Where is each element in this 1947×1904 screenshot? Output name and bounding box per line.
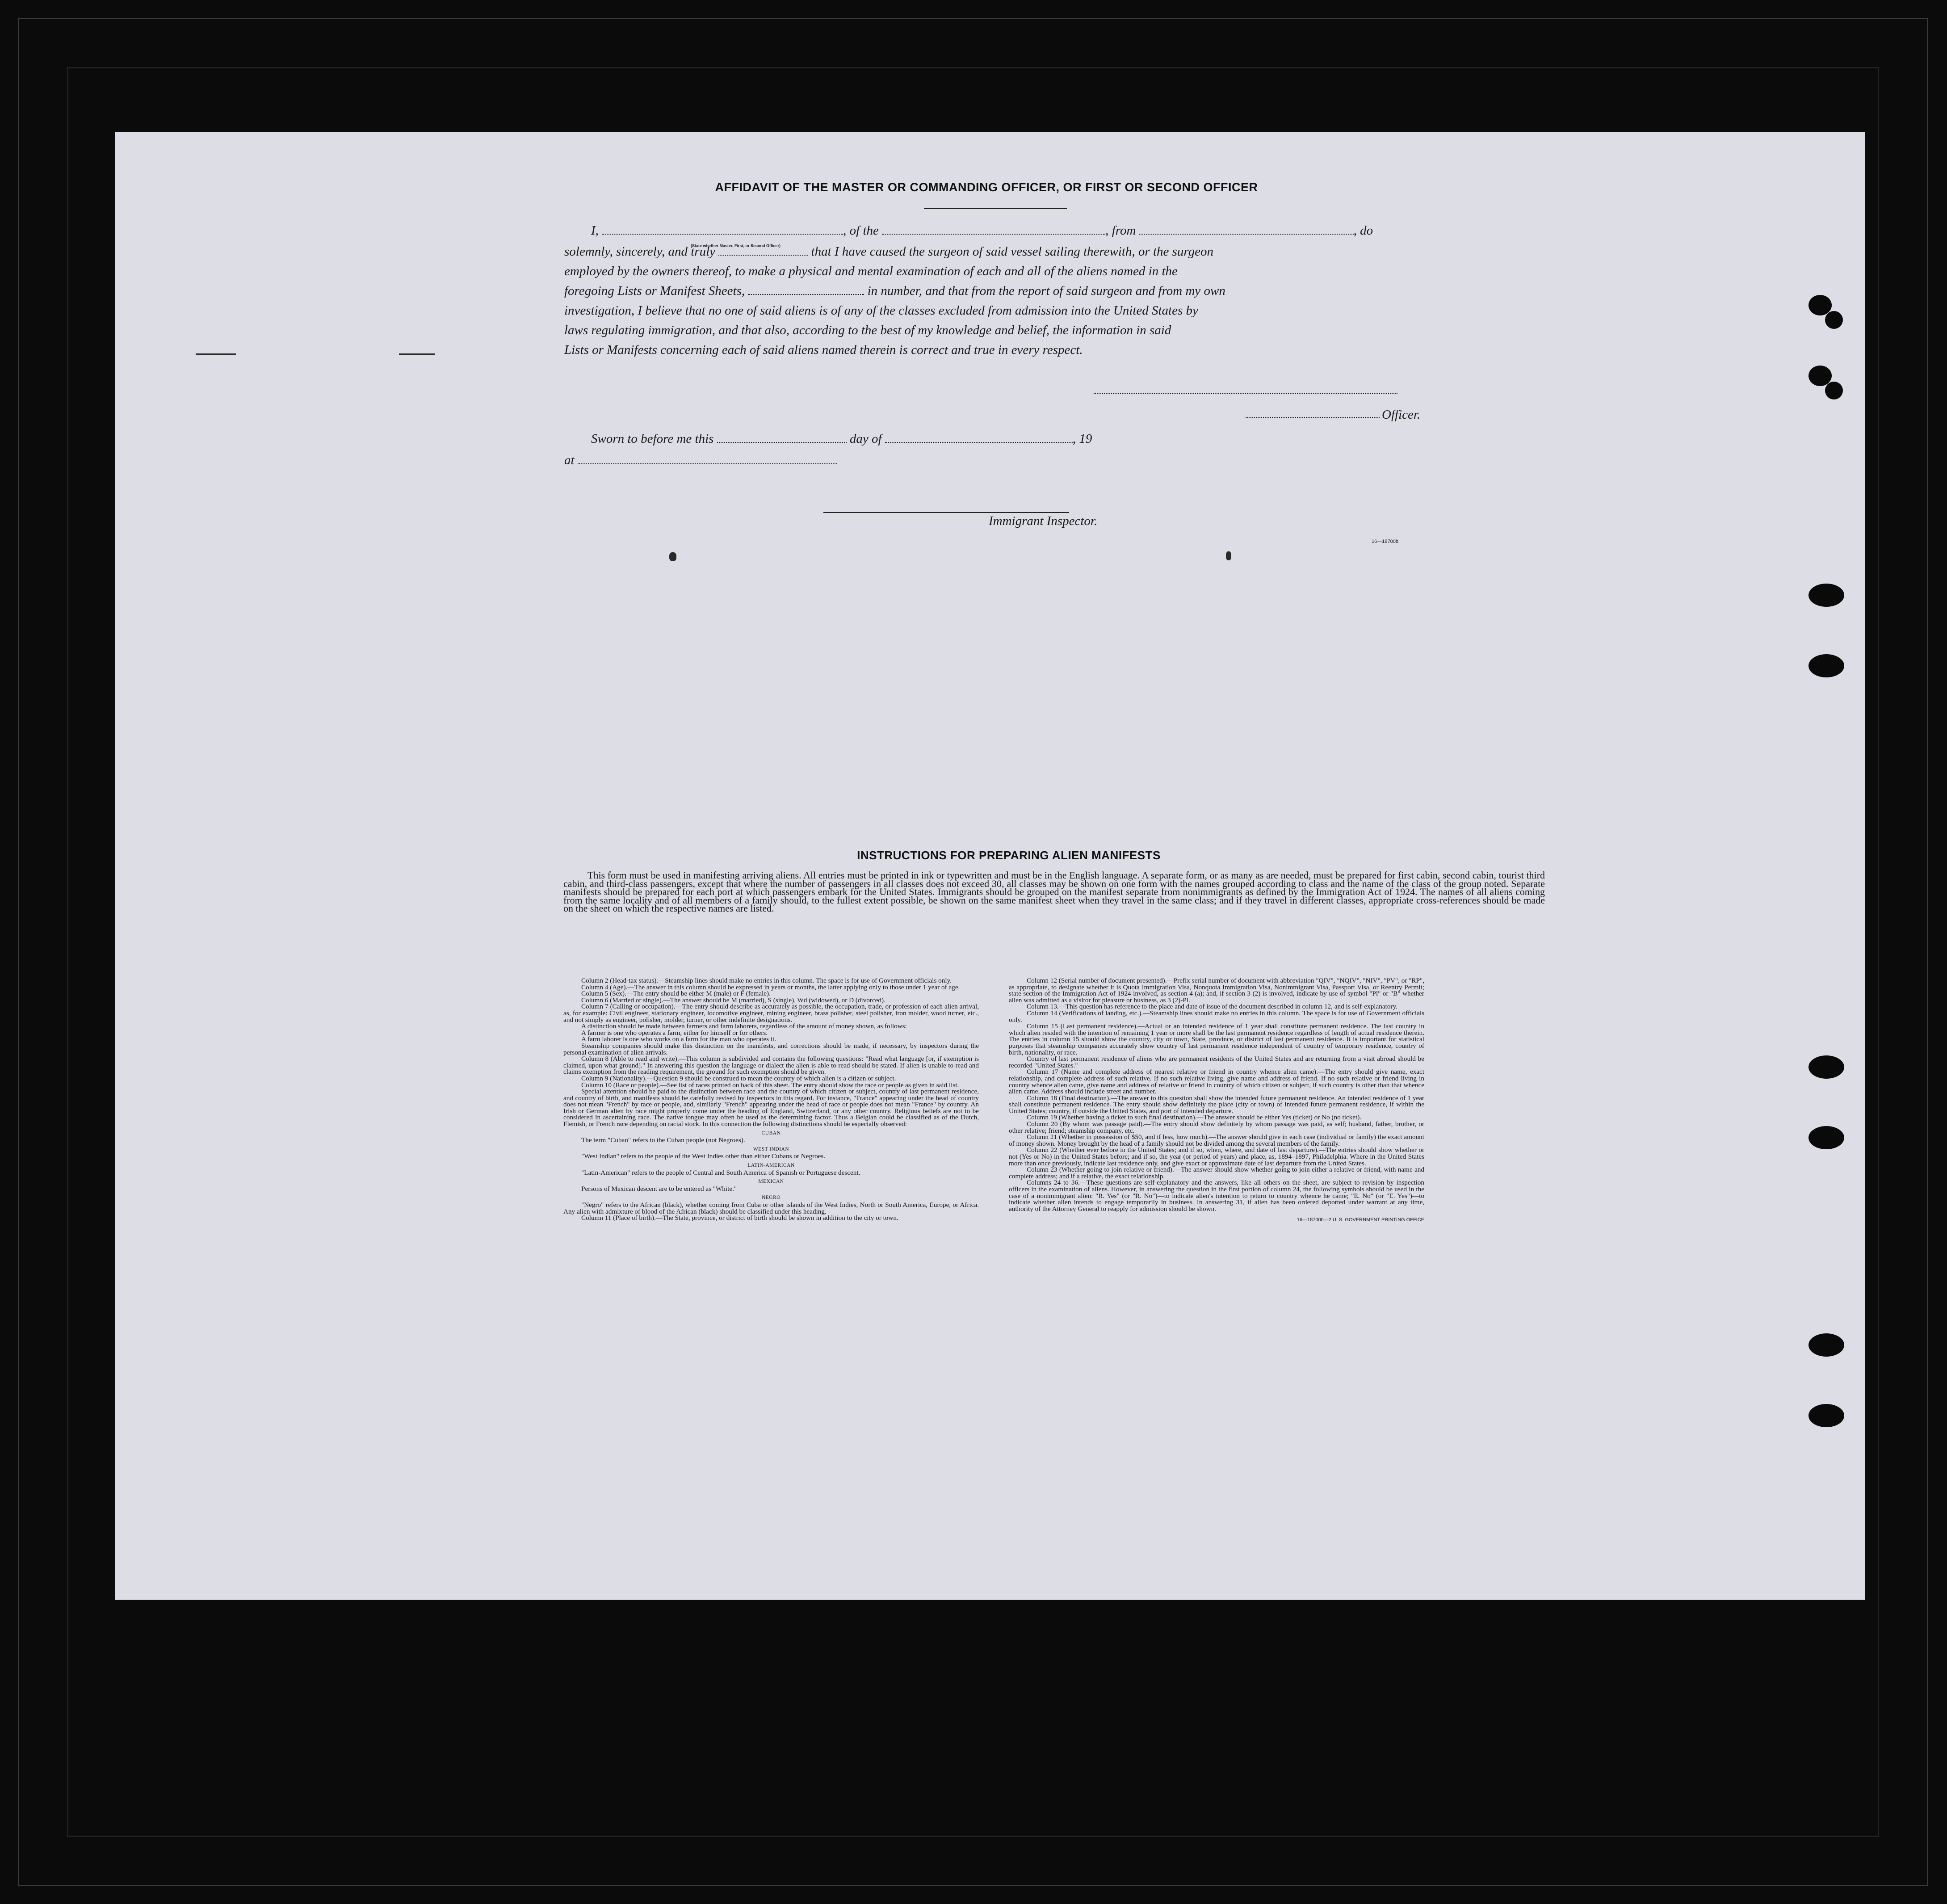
instructions-left-column	[563, 978, 979, 1222]
left-para: Column 5 (Sex).—The entry should be either M (male) or F (female).	[581, 990, 771, 998]
sworn-month-field[interactable]	[885, 432, 1073, 443]
place-field[interactable]	[578, 454, 837, 464]
title-underline	[924, 208, 1067, 209]
truly-field[interactable]	[718, 245, 808, 256]
printing-office-footer: 16—18700b—2 U. S. GOVERNMENT PRINTING OFFICE	[1297, 1217, 1424, 1223]
sworn-label: Sworn to before me this	[591, 432, 714, 446]
left-para: Column 10 (Race or people).—See list of races printed on back of this sheet. The entry should show the race or people as given in said list.	[581, 1081, 959, 1089]
negro-heading: NEGRO	[761, 1195, 781, 1201]
left-para: A farmer is one who operates a farm, either for himself or for others.	[581, 1029, 768, 1037]
right-para: Column 23 (Whether going to join relative or friend).—The answer should show whether going to join either a relative or friend, with name and complete address; and if a relative, the exact relationship.	[1009, 1166, 1424, 1180]
affidavit-line-5: investigation, I believe that no one of said aliens is of any of the classes excluded from admission into the United States by	[564, 303, 1198, 318]
right-para: Column 13.—This question has reference to the place and date of issue of the document described in column 12, and is self-explanatory.	[1027, 1003, 1397, 1011]
document-sheet	[115, 132, 1865, 1600]
left-para: Column 9 (Nationality).—Question 9 should be construed to mean the country of which alien is a citizen or subject.	[581, 1074, 896, 1082]
officer-title-line[interactable]	[1246, 417, 1380, 418]
right-para: Column 18 (Final destination).—The answer to this question shall show the intended future permanent residence. An intended residence of 1 year shall constitute permanent residence. The entry should show definitely the place (city or town) of intended future permanent residence, if within the United States; country, if outside the United States, and port of intended departure.	[1009, 1094, 1424, 1115]
right-para: Column 12 (Serial number of document presented).—Prefix serial number of document with abbreviation "QIV", "NQIV", "NIV", "PV", or "RP", as appropriate, to designate whether it is Quota Immigration Visa, Nonquota Immigration Visa, Nonimmigrant Visa, Passport Visa, or Reentry Permit; state section of the Immigration Act of 1924 involved, as section 4 (a); and, if section 3 (2) is involved, indicate by use of symbol "Pl" or "B" whether alien was admitted as a visitor for pleasure or business, as 3 (2)-Pl.	[1009, 977, 1424, 1004]
day-of-label: day of	[849, 432, 882, 446]
left-para: Column 6 (Married or single).—The answer should be M (married), S (single), Wd (widowed), or D (divorced).	[581, 996, 885, 1004]
officer-rank-field[interactable]	[602, 224, 843, 235]
left-para: Column 8 (Able to read and write).—This column is subdivided and contains the following questions: "Read what language [or, if exemption is claimed, upon what ground]." In answering this question the language or dialect the alien is able to read should be stated. If alien is unable to read and claims exemption from the reading requirement, the ground for such exemption should be given.	[563, 1055, 979, 1076]
of-the-label: , of the	[843, 223, 879, 238]
signature-line[interactable]	[1094, 393, 1397, 394]
left-para: Column 7 (Calling or occupation).—The entry should describe as accurately as possible, the occupation, trade, or profession of each alien arrival, as, for example: Civil engineer, stationary engineer, locomotive engineer, mining engineer, brass polisher, steel polisher, iron molder, wood turner, etc., and not simply as engineer, polisher, molder, turner, or other indefinite designations.	[563, 1003, 979, 1024]
affidavit-line-6: laws regulating immigration, and that also, according to the best of my knowledge and belief, the information in said	[564, 323, 1171, 337]
left-para: Steamship companies should make this distinction on the manifests, and corrections should be made, if necessary, by inspectors during the personal examination of alien arrivals.	[563, 1042, 979, 1056]
right-para: Column 14 (Verifications of landing, etc.).—Steamship lines should make no entries in this column. The space is for use of Government officials only.	[1009, 1009, 1424, 1024]
column-11-text: Column 11 (Place of birth).—The State, province, or district of birth should be shown in addition to the city or town.	[581, 1214, 898, 1222]
number-of-sheets-field[interactable]	[748, 284, 864, 295]
from-label: , from	[1105, 223, 1136, 238]
right-para: Column 22 (Whether ever before in the United States; and if so, when, where, and date of last departure).—The entries should show whether or not (Yes or No) in the United States before; and if so, the year (or period of years) and place, as, 1894–1897, Philadelphia. Where in the United States more than once previously, indicate last residence only, and give exact or approximate date of last departure from the United States.	[1009, 1146, 1424, 1167]
binding-hole	[1825, 382, 1843, 399]
inspector-label: Immigrant Inspector.	[989, 514, 1098, 528]
surgeon-report-text: in number, and that from the report of said surgeon and from my own	[867, 284, 1225, 298]
latin-american-heading: LATIN-AMERICAN	[747, 1163, 795, 1168]
cuban-text: The term "Cuban" refers to the Cuban people (not Negroes).	[581, 1136, 745, 1144]
left-para: Column 4 (Age).—The answer in this column should be expressed in years or months, the latter applying only to those under 1 year of age.	[581, 983, 960, 991]
right-para: Columns 24 to 36.—These questions are self-explanatory and the answers, like all others on the sheet, are subject to revision by inspection officers in the examination of aliens. However, in answering the question in the first portion of column 24, the following symbols should be used in the case of a nonimmigrant alien: "R. Yes" (or "R. No")—to indicate alien's intention to return to country whence he came; "E. No" (or "E. Yes")—to indicate whether alien intends to engage temporarily in business. In answering 31, if alien has been ordered deported under warrant at any time, authority of the Attorney General to reapply for admission should be shown.	[1009, 1179, 1424, 1213]
affidavit-line-4	[564, 281, 1545, 301]
right-para: Column 15 (Last permanent residence).—Actual or an intended residence of 1 year shall constitute permanent residence. The last country in which alien resided with the intention of remaining 1 year or more shall be the last permanent residence regardless of length of actual residence therein. The entries in column 15 should show the country, city or town, State, province, or district of last permanent residence. It is important for statistical purposes that steamship companies accurately show country of last permanent residence independent of country of temporary residence, country of birth, nationality, or race.	[1009, 1022, 1424, 1056]
affidavit-line-2	[564, 242, 1545, 261]
instructions-title: INSTRUCTIONS FOR PREPARING ALIEN MANIFESTS	[857, 849, 1161, 862]
affidavit-title: AFFIDAVIT OF THE MASTER OR COMMANDING OFFICER, OR FIRST OR SECOND OFFICER	[715, 181, 1258, 194]
binding-hole	[1809, 584, 1844, 607]
mexican-text: Persons of Mexican descent are to be entered as "White."	[581, 1185, 737, 1193]
sworn-line	[591, 429, 1092, 449]
right-para: Country of last permanent residence of aliens who are permanent residents of the United States and are returning from a visit abroad should be recorded "United States."	[1009, 1055, 1424, 1069]
officer-label: Officer.	[1382, 408, 1421, 422]
year-label: , 19	[1072, 432, 1092, 446]
left-para: Special attention should be paid to the distinction between race and the country of which citizen or subject, country of last permanent residence, and country of birth, and manifests should be carefully revised by inspectors in this regard. For instance, "France" appearing under the head of country does not mean "French" by race or people, and, similarly "French" appearing under the head of race or people does not mean "France" by country. An Irish or German alien by race might properly come under the heading of England, Switzerland, or any other country. Religious beliefs are not to be considered in ascertaining race. The native tongue may often be used as the determining factor. Thus a Belgian could be classified as of the Dutch, Flemish, or French race depending on racial stock. In this connection the following distinctions should be especially observed:	[563, 1088, 979, 1128]
solemnly-label: solemnly, sincerely, and truly	[564, 244, 716, 259]
mark-1	[669, 552, 676, 561]
rank-note: (State whether Master, First, or Second Officer)	[691, 244, 781, 248]
right-para: Column 19 (Whether having a ticket to such final destination).—The answer should be either Yes (ticket) or No (no ticket).	[1027, 1114, 1362, 1122]
binding-hole	[1809, 1126, 1844, 1149]
left-para: A farm laborer is one who works on a farm for the man who operates it.	[581, 1035, 776, 1043]
binding-hole	[1809, 654, 1844, 677]
binding-hole	[1809, 1333, 1844, 1357]
instructions-intro: This form must be used in manifesting arriving aliens. All entries must be printed in ink or typewritten and must be in the English language. A separate form, or as many as are needed, must be prepared for first cabin, second cabin, tourist third cabin, and third-class passengers, except that where the number of passengers in all classes does not exceed 30, all classes may be shown on one form with the names grouped according to class and the name of the class of the group noted. Separate manifests should be prepared for each port at which passengers embark for the United States. Immigrants should be grouped on the manifest separate from nonimmigrants as defined by the Immigration Act of 1924. The names of all aliens coming from the same locality and of all members of a family should, to the fullest extent possible, be shown on the same manifest sheet when they travel in the same class; and if they travel in different classes, appropriate cross-references should be made on the sheet on which the respective names are listed.	[563, 870, 1545, 914]
binding-hole	[1809, 1404, 1844, 1427]
west-indian-heading: WEST INDIAN	[753, 1146, 789, 1152]
left-para: Column 2 (Head-tax status).—Steamship lines should make no entries in this column. The space is for use of Government officials only.	[581, 977, 952, 984]
affidavit-line-1	[564, 221, 1545, 240]
sworn-day-field[interactable]	[717, 432, 847, 443]
form-code: 16—18700b	[1372, 539, 1398, 544]
at-label: at	[564, 453, 575, 467]
mark-2	[1226, 551, 1231, 560]
latin-american-text: "Latin-American" refers to the people of Central and South America of Spanish or Portuguese descent.	[581, 1168, 860, 1177]
vessel-name-field[interactable]	[882, 224, 1105, 235]
affidavit-line-7: Lists or Manifests concerning each of said aliens named therein is correct and true in every respect.	[564, 343, 1083, 357]
binding-hole	[1825, 311, 1843, 329]
west-indian-text: "West Indian" refers to the people of the West Indies other than either Cubans or Negroes.	[581, 1152, 826, 1160]
affidavit-line-3: employed by the owners thereof, to make a physical and mental examination of each and all of the aliens named in the	[564, 264, 1178, 278]
affidavit-i: I,	[591, 223, 599, 238]
right-para: Column 21 (Whether in possession of $50, and if less, how much).—The answer should give in each case (individual or family) the exact amount of money shown. Money brought by the head of a family should not be divided among the several members of the family.	[1009, 1133, 1424, 1147]
mexican-heading: MEXICAN	[758, 1179, 784, 1185]
binding-hole	[1809, 1055, 1844, 1079]
right-para: Column 17 (Name and complete address of nearest relative or friend in country whence alien came).—The entry should give name, exact relationship, and complete address of such relative. If no such relative living, give name and address of friend. If no such relative or friend living in country whence alien came, give name and address of relative or friend in country of which citizen or subject, if such country is other than that whence alien came. Address should include street and number.	[1009, 1068, 1424, 1096]
port-from-field[interactable]	[1139, 224, 1354, 235]
mark-3	[196, 353, 236, 355]
instructions-right-column	[1009, 978, 1424, 1223]
negro-text: "Negro" refers to the African (black), whether coming from Cuba or other islands of the West Indies, North or South America, Europe, or Africa. Any alien with admixture of blood of the African (black) should be classified under this heading.	[563, 1201, 979, 1215]
do-label: , do	[1353, 223, 1373, 238]
mark-4	[399, 353, 435, 355]
left-para: A distinction should be made between farmers and farm laborers, regardless of the amount of money shown, as follows:	[581, 1022, 907, 1030]
cuban-heading: CUBAN	[761, 1130, 781, 1136]
at-line	[564, 450, 837, 470]
manifest-sheets-label: foregoing Lists or Manifest Sheets,	[564, 284, 745, 298]
surgeon-text: that I have caused the surgeon of said vessel sailing therewith, or the surgeon	[811, 244, 1214, 259]
right-para: Column 20 (By whom was passage paid).—The entry should show definitely by whom passage was paid, as self; husband, father, brother, or other relative; friend; steamship company, etc.	[1009, 1120, 1424, 1135]
